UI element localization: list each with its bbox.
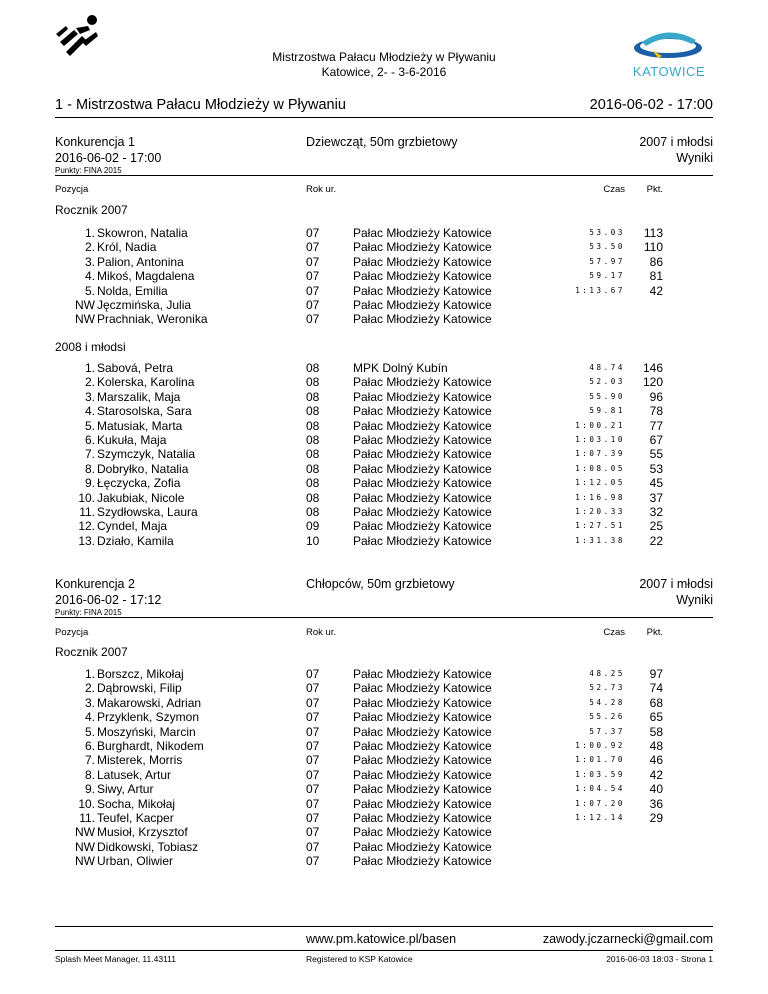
birth-year: 07 bbox=[306, 695, 320, 710]
birth-year: 08 bbox=[306, 476, 320, 491]
result-time: 1:31.38 bbox=[575, 535, 625, 545]
result-points: 68 bbox=[649, 695, 663, 710]
result-time: 57.97 bbox=[589, 256, 625, 266]
result-time: 1:13.67 bbox=[575, 285, 625, 295]
result-points: 97 bbox=[649, 667, 663, 681]
birth-year: 07 bbox=[306, 240, 320, 255]
result-points: 25 bbox=[649, 519, 663, 534]
swimmer-name: Skowron, Natalia bbox=[97, 226, 188, 240]
footer-page: 2016-06-03 18:03 - Strona 1 bbox=[606, 954, 713, 964]
result-time: 1:03.10 bbox=[575, 435, 625, 444]
swimmer-name: Moszyński, Marcin bbox=[97, 724, 196, 739]
club-name: Pałac Młodzieży Katowice bbox=[353, 811, 492, 825]
birth-year: 08 bbox=[306, 505, 320, 519]
result-position: 5. bbox=[84, 283, 95, 298]
event-agegroup: 2007 i młodsi bbox=[639, 577, 713, 591]
swimmer-name: Szymczyk, Natalia bbox=[97, 447, 196, 462]
result-position: 2. bbox=[84, 240, 95, 255]
result-points: 45 bbox=[649, 476, 663, 491]
footer-registered: Registered to KSP Katowice bbox=[306, 954, 413, 964]
table-row bbox=[0, 753, 768, 767]
club-name: Pałac Młodzieży Katowice bbox=[353, 312, 492, 327]
club-name: MPK Dolný Kubín bbox=[353, 361, 448, 375]
result-position: NW bbox=[75, 298, 95, 312]
table-row bbox=[0, 375, 768, 389]
swimmer-name: Musioł, Krzysztof bbox=[97, 825, 188, 840]
result-points: 37 bbox=[649, 490, 663, 505]
event-agegroup: 2007 i młodsi bbox=[639, 135, 713, 149]
club-name: Pałac Młodzieży Katowice bbox=[353, 753, 492, 768]
birth-year: 08 bbox=[306, 461, 320, 476]
swimmer-name: Makarowski, Adrian bbox=[97, 695, 202, 710]
club-name: Pałac Młodzieży Katowice bbox=[353, 839, 492, 854]
result-position: 7. bbox=[84, 753, 95, 768]
table-row bbox=[0, 739, 768, 753]
club-name: Pałac Młodzieży Katowice bbox=[353, 269, 492, 284]
result-points: 29 bbox=[649, 811, 663, 825]
result-time: 1:07.39 bbox=[575, 449, 625, 459]
footer-url[interactable]: www.pm.katowice.pl/basen bbox=[306, 932, 457, 946]
table-row bbox=[0, 519, 768, 533]
club-name: Pałac Młodzieży Katowice bbox=[353, 433, 492, 447]
result-time: 52.03 bbox=[589, 377, 625, 387]
table-row bbox=[0, 255, 768, 269]
swimmer-name: Kukuła, Maja bbox=[97, 433, 167, 447]
result-points: 48 bbox=[649, 739, 663, 753]
col-yob-header: Rok ur. bbox=[306, 184, 337, 195]
table-row bbox=[0, 447, 768, 461]
result-position: 2. bbox=[84, 375, 95, 390]
result-time: 1:20.33 bbox=[575, 507, 625, 516]
result-position: 13. bbox=[78, 533, 95, 548]
table-row bbox=[0, 390, 768, 404]
event-label: Konkurencja 2 bbox=[55, 577, 135, 591]
club-name: Pałac Młodzieży Katowice bbox=[353, 533, 492, 548]
result-time: 59.17 bbox=[589, 271, 625, 281]
result-points: 65 bbox=[649, 710, 663, 725]
katowice-logo-text: KATOWICE bbox=[632, 64, 706, 79]
club-name: Pałac Młodzieży Katowice bbox=[353, 418, 492, 433]
col-time-header: Czas bbox=[603, 627, 625, 638]
result-position: 4. bbox=[84, 710, 95, 725]
club-name: Pałac Młodzieży Katowice bbox=[353, 854, 492, 869]
result-points: 96 bbox=[649, 389, 663, 404]
meet-header-line1: Mistrzostwa Pałacu Młodzieży w Pływaniu bbox=[272, 50, 496, 64]
table-row bbox=[0, 681, 768, 695]
birth-year: 07 bbox=[306, 681, 320, 696]
result-points: 42 bbox=[649, 283, 663, 298]
birth-year: 08 bbox=[306, 433, 320, 447]
club-name: Pałac Młodzieży Katowice bbox=[353, 490, 492, 505]
result-position: 5. bbox=[84, 724, 95, 739]
result-points: 86 bbox=[649, 254, 663, 269]
birth-year: 10 bbox=[306, 533, 320, 548]
katowice-logo-icon bbox=[622, 26, 716, 64]
club-name: Pałac Młodzieży Katowice bbox=[353, 375, 492, 390]
club-name: Pałac Młodzieży Katowice bbox=[353, 796, 492, 811]
result-time: 1:04.54 bbox=[575, 784, 625, 794]
result-position: 6. bbox=[84, 433, 95, 447]
table-row bbox=[0, 284, 768, 298]
table-row bbox=[0, 534, 768, 548]
club-name: Pałac Młodzieży Katowice bbox=[353, 254, 492, 269]
col-pts-header: Pkt. bbox=[646, 627, 663, 638]
swimmer-name: Jakubiak, Nicole bbox=[97, 490, 185, 505]
result-position: 1. bbox=[84, 361, 95, 375]
result-points: 32 bbox=[649, 505, 663, 519]
result-position: 9. bbox=[84, 782, 95, 797]
result-time: 1:12.05 bbox=[575, 478, 625, 488]
table-row bbox=[0, 312, 768, 326]
result-time: 1:27.51 bbox=[575, 521, 625, 531]
katowice-logo bbox=[622, 26, 716, 82]
table-row bbox=[0, 361, 768, 375]
event-datetime: 2016-06-02 - 17:00 bbox=[55, 151, 162, 165]
table-row bbox=[0, 854, 768, 868]
result-position: 3. bbox=[84, 254, 95, 269]
result-position: 11. bbox=[79, 505, 95, 519]
result-points: 146 bbox=[642, 361, 663, 375]
result-time: 59.81 bbox=[589, 406, 625, 416]
result-points: 55 bbox=[649, 447, 663, 462]
table-row bbox=[0, 696, 768, 710]
club-name: Pałac Młodzieży Katowice bbox=[353, 404, 492, 419]
club-name: Pałac Młodzieży Katowice bbox=[353, 389, 492, 404]
result-time: 1:00.92 bbox=[575, 741, 625, 750]
birth-year: 07 bbox=[306, 283, 320, 298]
divider bbox=[55, 175, 713, 176]
footer-software: Splash Meet Manager, 11.43111 bbox=[55, 954, 176, 964]
result-points: 53 bbox=[649, 461, 663, 476]
divider bbox=[55, 926, 713, 927]
result-position: 9. bbox=[84, 476, 95, 491]
swimmer-name: Nolda, Emilia bbox=[97, 283, 168, 298]
result-points: 113 bbox=[643, 226, 663, 240]
table-row bbox=[0, 433, 768, 447]
birth-year: 07 bbox=[306, 767, 320, 782]
result-position: 8. bbox=[84, 767, 95, 782]
club-name: Pałac Młodzieży Katowice bbox=[353, 710, 492, 725]
result-position: 10. bbox=[78, 490, 95, 505]
event-name: Dziewcząt, 50m grzbietowy bbox=[306, 135, 458, 149]
result-time: 55.90 bbox=[589, 391, 625, 401]
table-row bbox=[0, 725, 768, 739]
club-name: Pałac Młodzieży Katowice bbox=[353, 240, 492, 255]
result-time: 1:08.05 bbox=[575, 463, 625, 473]
result-points: 36 bbox=[649, 796, 663, 811]
footer-email[interactable]: zawody.jczarnecki@gmail.com bbox=[542, 932, 713, 946]
result-time: 1:01.70 bbox=[575, 755, 625, 765]
col-time-header: Czas bbox=[603, 184, 625, 195]
swimmer-name: Prachniak, Weronika bbox=[97, 312, 208, 327]
club-name: Pałac Młodzieży Katowice bbox=[353, 724, 492, 739]
swimmer-name: Kolerska, Karolina bbox=[97, 375, 195, 390]
result-points: 77 bbox=[649, 418, 663, 433]
result-points: 120 bbox=[642, 375, 663, 390]
birth-year: 07 bbox=[306, 254, 320, 269]
result-position: 12. bbox=[78, 519, 95, 534]
swimmer-name: Matusiak, Marta bbox=[97, 418, 183, 433]
col-pos-header: Pozycja bbox=[55, 184, 89, 195]
points-system: Punkty: FINA 2015 bbox=[55, 608, 122, 617]
swimmer-name: Didkowski, Tobiasz bbox=[97, 839, 199, 854]
swimmer-name: Działo, Kamila bbox=[97, 533, 174, 548]
col-pts-header: Pkt. bbox=[646, 184, 663, 195]
swimmer-name: Siwy, Artur bbox=[97, 782, 154, 797]
result-time: 1:12.14 bbox=[575, 813, 625, 822]
table-row bbox=[0, 491, 768, 505]
table-row bbox=[0, 404, 768, 418]
result-time: 55.26 bbox=[589, 712, 625, 722]
result-time: 53.03 bbox=[589, 228, 625, 237]
result-time: 52.73 bbox=[589, 683, 625, 693]
birth-year: 08 bbox=[306, 447, 320, 462]
table-row bbox=[0, 667, 768, 681]
result-time: 48.74 bbox=[589, 363, 625, 372]
divider bbox=[55, 617, 713, 618]
birth-year: 08 bbox=[306, 418, 320, 433]
group-title: 2008 i młodsi bbox=[55, 340, 126, 354]
result-position: 8. bbox=[84, 461, 95, 476]
table-row bbox=[0, 240, 768, 254]
event-results-label: Wyniki bbox=[676, 151, 713, 165]
result-position: NW bbox=[75, 854, 95, 869]
swimmer-name: Latusek, Artur bbox=[97, 767, 172, 782]
result-points: 58 bbox=[649, 724, 663, 739]
club-name: Pałac Młodzieży Katowice bbox=[353, 825, 492, 840]
result-position: 3. bbox=[84, 695, 95, 710]
birth-year: 09 bbox=[306, 519, 320, 534]
result-time: 1:16.98 bbox=[575, 492, 625, 502]
birth-year: 08 bbox=[306, 389, 320, 404]
swimmer-name: Starosolska, Sara bbox=[97, 404, 192, 419]
swimmer-name: Palion, Antonina bbox=[97, 254, 184, 269]
club-name: Pałac Młodzieży Katowice bbox=[353, 767, 492, 782]
swimmer-name: Mikoś, Magdalena bbox=[97, 269, 195, 284]
result-points: 81 bbox=[649, 269, 663, 284]
result-time: 1:03.59 bbox=[575, 769, 625, 779]
club-name: Pałac Młodzieży Katowice bbox=[353, 283, 492, 298]
swimmer-name: Szydłowska, Laura bbox=[97, 505, 198, 519]
result-points: 78 bbox=[649, 404, 663, 419]
swimmer-name: Dąbrowski, Filip bbox=[97, 681, 182, 696]
result-position: 7. bbox=[84, 447, 95, 462]
col-yob-header: Rok ur. bbox=[306, 627, 337, 638]
result-points: 74 bbox=[649, 681, 663, 696]
result-position: NW bbox=[75, 825, 95, 840]
club-name: Pałac Młodzieży Katowice bbox=[353, 695, 492, 710]
birth-year: 07 bbox=[306, 854, 320, 869]
table-row bbox=[0, 811, 768, 825]
event-datetime: 2016-06-02 - 17:12 bbox=[55, 593, 162, 607]
event-label: Konkurencja 1 bbox=[55, 135, 135, 149]
result-position: 10. bbox=[78, 796, 95, 811]
club-name: Pałac Młodzieży Katowice bbox=[353, 782, 492, 797]
swimmer-name: Dobryłko, Natalia bbox=[97, 461, 189, 476]
col-pos-header: Pozycja bbox=[55, 627, 89, 638]
table-row bbox=[0, 797, 768, 811]
swimmer-name: Przyklenk, Szymon bbox=[97, 710, 200, 725]
club-name: Pałac Młodzieży Katowice bbox=[353, 447, 492, 462]
result-position: 3. bbox=[84, 389, 95, 404]
birth-year: 08 bbox=[306, 490, 320, 505]
table-row bbox=[0, 505, 768, 519]
table-row bbox=[0, 226, 768, 240]
result-points: 46 bbox=[649, 753, 663, 768]
club-name: Pałac Młodzieży Katowice bbox=[353, 681, 492, 696]
swimmer-name: Król, Nadia bbox=[97, 240, 157, 255]
birth-year: 07 bbox=[306, 269, 320, 284]
club-name: Pałac Młodzieży Katowice bbox=[353, 519, 492, 534]
result-position: 6. bbox=[84, 739, 95, 753]
table-row bbox=[0, 840, 768, 854]
result-position: 2. bbox=[84, 681, 95, 696]
table-row bbox=[0, 782, 768, 796]
birth-year: 07 bbox=[306, 667, 320, 681]
birth-year: 07 bbox=[306, 839, 320, 854]
swimmer-name: Sabová, Petra bbox=[97, 361, 174, 375]
result-position: 4. bbox=[84, 269, 95, 284]
table-row bbox=[0, 462, 768, 476]
table-row bbox=[0, 476, 768, 490]
result-position: NW bbox=[75, 312, 95, 327]
meet-datetime: 2016-06-02 - 17:00 bbox=[589, 97, 713, 113]
birth-year: 07 bbox=[306, 312, 320, 327]
birth-year: 07 bbox=[306, 724, 320, 739]
divider bbox=[55, 950, 713, 951]
event-name: Chłopców, 50m grzbietowy bbox=[306, 577, 455, 591]
result-position: NW bbox=[75, 839, 95, 854]
birth-year: 07 bbox=[306, 710, 320, 725]
meet-header-line2: Katowice, 2- - 3-6-2016 bbox=[321, 65, 447, 79]
swimmer-name: Teufel, Kacper bbox=[97, 811, 174, 825]
club-name: Pałac Młodzieży Katowice bbox=[353, 476, 492, 491]
result-time: 57.37 bbox=[589, 726, 625, 736]
event-results-label: Wyniki bbox=[676, 593, 713, 607]
swimmer-name: Cyndel, Maja bbox=[97, 519, 168, 534]
result-position: 4. bbox=[84, 404, 95, 419]
result-position: 11. bbox=[79, 811, 95, 825]
result-points: 40 bbox=[649, 782, 663, 797]
swimmer-name: Urban, Oliwier bbox=[97, 854, 174, 869]
birth-year: 07 bbox=[306, 811, 320, 825]
birth-year: 07 bbox=[306, 226, 320, 240]
table-row bbox=[0, 825, 768, 839]
birth-year: 08 bbox=[306, 361, 320, 375]
club-name: Pałac Młodzieży Katowice bbox=[353, 667, 492, 681]
result-points: 110 bbox=[643, 240, 663, 255]
result-time: 1:07.20 bbox=[575, 798, 625, 808]
swimmer-name: Marszalik, Maja bbox=[97, 389, 181, 404]
group-title: Rocznik 2007 bbox=[55, 645, 128, 659]
result-time: 54.28 bbox=[589, 697, 625, 707]
result-position: 5. bbox=[84, 418, 95, 433]
birth-year: 07 bbox=[306, 782, 320, 797]
club-name: Pałac Młodzieży Katowice bbox=[353, 739, 492, 753]
swimmer-name: Łęczycka, Zofia bbox=[97, 476, 181, 491]
swimmer-name: Borszcz, Mikołaj bbox=[97, 667, 184, 681]
club-name: Pałac Młodzieży Katowice bbox=[353, 298, 492, 312]
swimmer-name: Jęczmińska, Julia bbox=[97, 298, 192, 312]
swimmer-name: Socha, Mikołaj bbox=[97, 796, 176, 811]
birth-year: 07 bbox=[306, 796, 320, 811]
divider bbox=[55, 117, 713, 118]
club-name: Pałac Młodzieży Katowice bbox=[353, 226, 492, 240]
result-position: 1. bbox=[84, 667, 95, 681]
result-points: 67 bbox=[649, 433, 663, 447]
table-row bbox=[0, 768, 768, 782]
group-title: Rocznik 2007 bbox=[55, 203, 128, 217]
result-time: 1:00.21 bbox=[575, 420, 625, 430]
table-row bbox=[0, 269, 768, 283]
birth-year: 07 bbox=[306, 298, 320, 312]
table-row bbox=[0, 298, 768, 312]
birth-year: 08 bbox=[306, 375, 320, 390]
club-name: Pałac Młodzieży Katowice bbox=[353, 461, 492, 476]
birth-year: 07 bbox=[306, 753, 320, 768]
birth-year: 08 bbox=[306, 404, 320, 419]
points-system: Punkty: FINA 2015 bbox=[55, 166, 122, 175]
table-row bbox=[0, 710, 768, 724]
birth-year: 07 bbox=[306, 739, 320, 753]
result-time: 48.25 bbox=[589, 669, 625, 678]
result-points: 22 bbox=[649, 533, 663, 548]
swimmer-name: Misterek, Morris bbox=[97, 753, 183, 768]
result-position: 1. bbox=[84, 226, 95, 240]
table-row bbox=[0, 419, 768, 433]
result-time: 53.50 bbox=[589, 242, 625, 252]
meet-title: 1 - Mistrzostwa Pałacu Młodzieży w Pływaniu bbox=[55, 97, 346, 113]
swimmer-name: Burghardt, Nikodem bbox=[97, 739, 204, 753]
club-name: Pałac Młodzieży Katowice bbox=[353, 505, 492, 519]
result-points: 42 bbox=[649, 767, 663, 782]
birth-year: 07 bbox=[306, 825, 320, 840]
